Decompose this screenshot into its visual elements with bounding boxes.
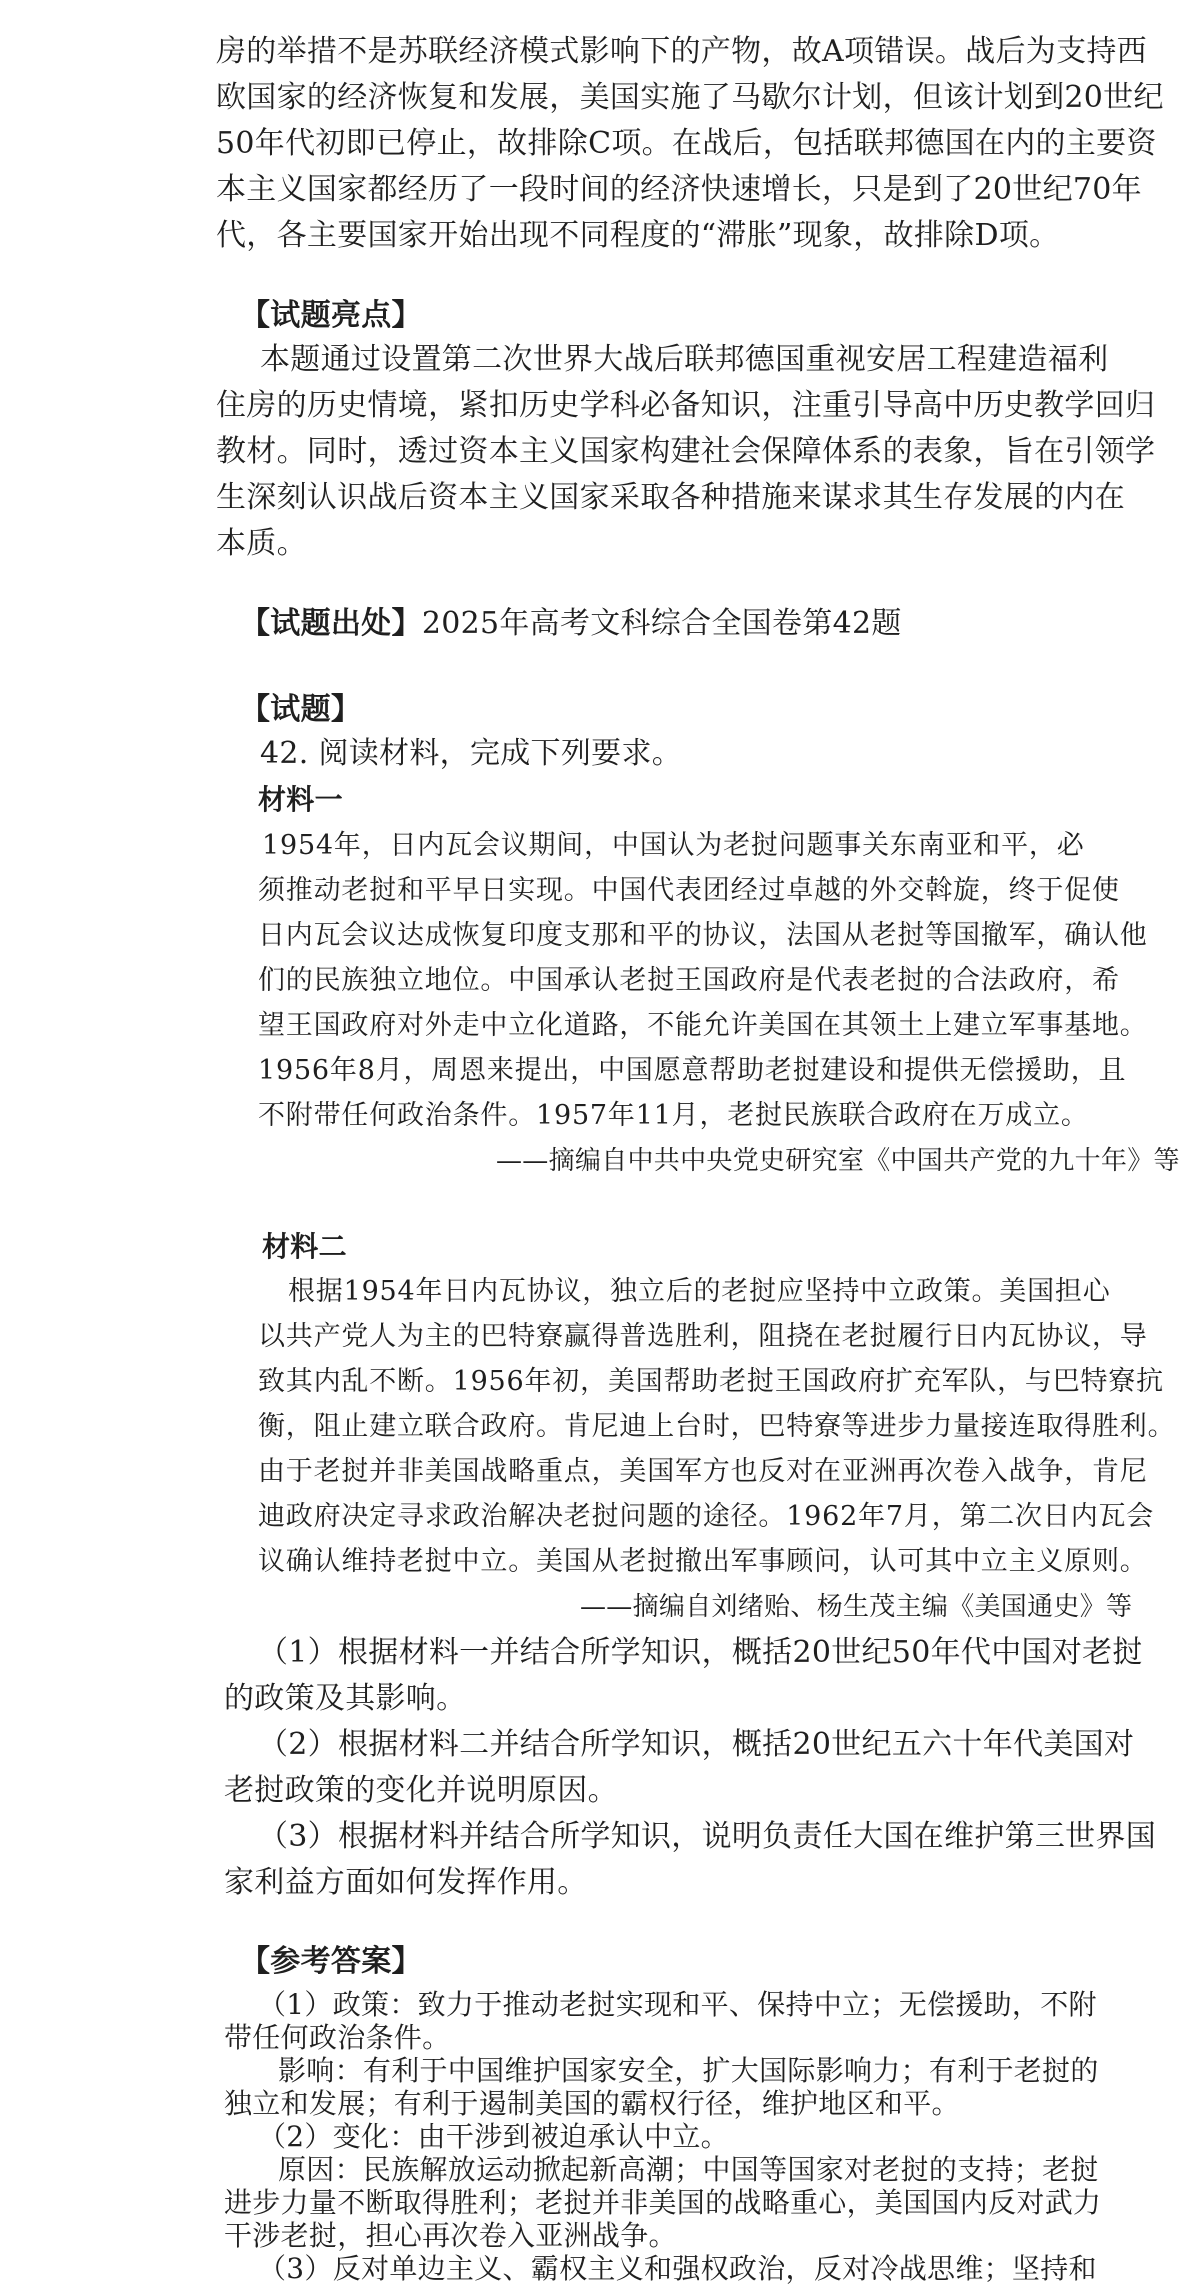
- task-line: 老挝政策的变化并说明原因。: [224, 1773, 618, 1808]
- material-one-line: 须推动老挝和平早日实现。中国代表团经过卓越的外交斡旋，终于促使: [258, 875, 1120, 906]
- material-one-line: 日内瓦会议达成恢复印度支那和平的协议，法国从老挝等国撤军，确认他: [258, 920, 1148, 951]
- task-line: （2）根据材料二并结合所学知识，概括20世纪五六十年代美国对: [258, 1727, 1135, 1762]
- material-two-line: 衡，阻止建立联合政府。肯尼迪上台时，巴特寮等进步力量接连取得胜利。: [258, 1411, 1176, 1442]
- material-two-line: 议确认维持老挝中立。美国从老挝撤出军事顾问，认可其中立主义原则。: [258, 1546, 1148, 1577]
- task-line: 家利益方面如何发挥作用。: [224, 1865, 588, 1900]
- answer-line: （1）政策：致力于推动老挝实现和平、保持中立；无偿援助，不附: [258, 1988, 1097, 2021]
- material-one-line: 不附带任何政治条件。1957年11月，老挝民族联合政府在万成立。: [258, 1100, 1089, 1131]
- highlight-line: 生深刻认识战后资本主义国家采取各种措施来谋求其生存发展的内在: [216, 480, 1125, 515]
- material-one-line: 1954年，日内瓦会议期间，中国认为老挝问题事关东南亚和平，必: [262, 830, 1085, 861]
- material-two-line: 由于老挝并非美国战略重点，美国军方也反对在亚洲再次卷入战争，肯尼: [258, 1456, 1148, 1487]
- intro-line: 本主义国家都经历了一段时间的经济快速增长，只是到了20世纪70年: [216, 172, 1142, 207]
- highlight-line: 本题通过设置第二次世界大战后联邦德国重视安居工程建造福利: [260, 342, 1109, 377]
- material-two-line: 致其内乱不断。1956年初，美国帮助老挝王国政府扩充军队，与巴特寮抗: [258, 1366, 1164, 1397]
- answer-line: 原因：民族解放运动掀起新高潮；中国等国家对老挝的支持；老挝: [278, 2153, 1099, 2186]
- answer-line: 干涉老挝，担心再次卷入亚洲战争。: [224, 2219, 677, 2252]
- intro-line: 50年代初即已停止，故排除C项。在战后，包括联邦德国在内的主要资: [216, 126, 1157, 161]
- material-two-line: 以共产党人为主的巴特寮赢得普选胜利，阻挠在老挝履行日内瓦协议，导: [258, 1321, 1148, 1352]
- question-intro: 42. 阅读材料，完成下列要求。: [260, 736, 683, 771]
- material-one-line: 们的民族独立地位。中国承认老挝王国政府是代表老挝的合法政府，希: [258, 965, 1120, 996]
- intro-line: 房的举措不是苏联经济模式影响下的产物，故A项错误。战后为支持西: [216, 34, 1147, 69]
- section-source: [240, 604, 902, 644]
- material-one-line: 1956年8月，周恩来提出，中国愿意帮助老挝建设和提供无偿援助，且: [258, 1055, 1127, 1086]
- section-heading-answer: 【参考答案】: [240, 1944, 422, 1979]
- section-heading-question: 【试题】: [240, 692, 362, 727]
- task-line: 的政策及其影响。: [224, 1681, 467, 1716]
- answer-line: 独立和发展；有利于遏制美国的霸权行径，维护地区和平。: [224, 2087, 960, 2120]
- section-heading-highlight: 【试题亮点】: [240, 298, 422, 333]
- answer-line: 带任何政治条件。: [224, 2021, 451, 2054]
- highlight-line: 本质。: [216, 526, 307, 561]
- highlight-line: 住房的历史情境，紧扣历史学科必备知识，注重引导高中历史教学回归: [216, 388, 1156, 423]
- source-text: 2025年高考文科综合全国卷第42题: [421, 606, 902, 641]
- task-line: （1）根据材料一并结合所学知识，概括20世纪50年代中国对老挝: [258, 1635, 1143, 1670]
- highlight-line: 教材。同时，透过资本主义国家构建社会保障体系的表象，旨在引领学: [216, 434, 1156, 469]
- intro-line: 欧国家的经济恢复和发展，美国实施了马歇尔计划，但该计划到20世纪: [216, 80, 1164, 115]
- material-one-label: 材料一: [258, 783, 343, 816]
- material-two-line: 迪政府决定寻求政治解决老挝问题的途径。1962年7月，第二次日内瓦会: [258, 1501, 1155, 1532]
- answer-line: （2）变化：由干涉到被迫承认中立。: [258, 2120, 729, 2153]
- material-two-line: 根据1954年日内瓦协议，独立后的老挝应坚持中立政策。美国担心: [288, 1276, 1111, 1307]
- intro-line: 代，各主要国家开始出现不同程度的“滞胀”现象，故排除D项。: [216, 218, 1060, 253]
- material-two-source: ——摘编自刘绪贻、杨生茂主编《美国通史》等: [580, 1592, 1133, 1622]
- material-one-line: 望王国政府对外走中立化道路，不能允许美国在其领土上建立军事基地。: [258, 1010, 1148, 1041]
- task-line: （3）根据材料并结合所学知识，说明负责任大国在维护第三世界国: [258, 1819, 1157, 1854]
- material-two-label: 材料二: [262, 1230, 347, 1263]
- answer-line: 进步力量不断取得胜利；老挝并非美国的战略重心，美国国内反对武力: [224, 2186, 1102, 2219]
- material-one-source: ——摘编自中共中央党史研究室《中国共产党的九十年》等: [496, 1146, 1180, 1176]
- section-heading-source: 【试题出处】: [240, 606, 422, 641]
- answer-line: 影响：有利于中国维护国家安全，扩大国际影响力；有利于老挝的: [278, 2054, 1099, 2087]
- answer-line: （3）反对单边主义、霸权主义和强权政治，反对冷战思维；坚持和: [258, 2252, 1097, 2285]
